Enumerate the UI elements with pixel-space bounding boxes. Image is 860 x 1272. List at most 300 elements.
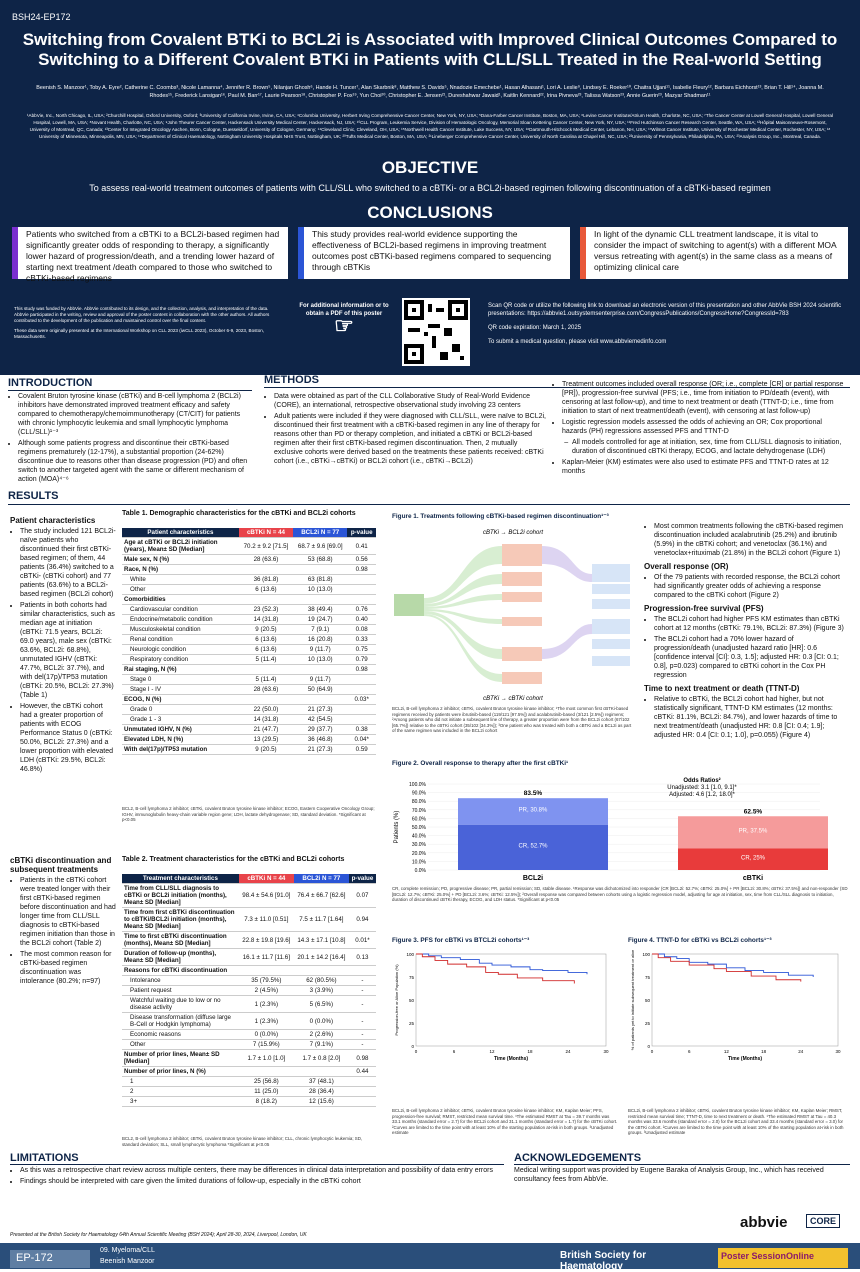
- tick-label: 12: [489, 1049, 495, 1054]
- table-cell: 21 (47.7): [239, 725, 293, 735]
- bcl2i-curve: [416, 954, 587, 974]
- table-cell: 35 (79.5%): [239, 976, 294, 986]
- patient-characteristics: Patient characteristics • The study included 121 BCL2i-naïve patients who discontinued their first cBTKi-based regimen; of them, 44 patients (36.4%) switched to a cBTKi- (cBTKi cohort) and 77 patients (63.6%) to a BCL2i-based regimen (BCL2i cohort) • Patients in both cohorts had similar characteristics, such as median age at initiation (cBTKi: 71.5 years, BCL2i: 69.0 years), male sex (cBTKi: 63.6%, BCL2i: 68.8%), unmutated IGHV (cBTKi: 47.7%, BCL2i: 37.7%), and with del(17p)/TP53 mutation (cBTKi: 20.5%, BCL2i: 27.3%) (Table 1) • However, the cBTKi cohort had a greater proportion of patients with ECOG Performance Status 0 (cBTKi: 50.0%, BCL2i: 27.3%) and a lower proportion with elevated LDH (cBTKi: 29.5%, BCL2i: 46.8%): [10, 512, 116, 776]
- table-cell: 20.1 ± 14.2 [16.4]: [294, 949, 349, 966]
- table-cell: Comorbidities: [122, 595, 239, 605]
- table-cell: [347, 705, 376, 715]
- x-axis-label: Time (Months): [727, 1056, 763, 1062]
- conclusion-box-1: [12, 227, 288, 283]
- category-label: cBTKi: [742, 875, 764, 882]
- bar-label: PR, 30.8%: [518, 807, 548, 814]
- table-row: [122, 655, 376, 665]
- table-cell: Unmutated IGHV, N (%): [122, 725, 239, 735]
- table-row: [122, 725, 376, 735]
- tick-label: 80.0%: [411, 799, 426, 806]
- tick-label: 70.0%: [411, 807, 426, 814]
- table-cell: 0.07: [349, 884, 376, 908]
- table-row: [122, 1097, 376, 1107]
- tick-label: 0: [411, 1044, 414, 1049]
- table2-footnote: BCL2, B-cell lymphoma 2 inhibitor; cBTKi, covalent Bruton tyrosine kinase inhibitor; CLL, chronic lymphocytic leukemia; SD, standard deviation; SLL, small lymphocytic lymphoma *Significant at p<0.05: [122, 1136, 363, 1147]
- fig2-caption: Figure 2. Overall response to therapy after the first cBTKi¹: [392, 760, 569, 767]
- table-row: [122, 745, 376, 755]
- ack-text: Medical writing support was provided by Eugene Baraka of Analysis Group, Inc., which has received consultancy fees from AbbVie.: [514, 1167, 824, 1183]
- table-cell: 7 (9.1): [293, 625, 347, 635]
- figure3-km-plot: [392, 948, 618, 1066]
- table-cell: 12 (15.6): [294, 1097, 349, 1107]
- conclusion-text-3: In light of the dynamic CLL treatment landscape, it is vital to consider the impact of switching to agent(s) with a different MOA versus retreating with agent(s) in the same class as a means of optimizing clinical care: [594, 229, 837, 272]
- table-cell: 28 (36.4): [294, 1087, 349, 1097]
- x-axis-label: Time (Months): [493, 1056, 529, 1062]
- table-cell: Other: [122, 585, 239, 595]
- table-cell: [349, 1097, 376, 1107]
- poster-session-online-logo[interactable]: Poster SessionOnline: [718, 1248, 848, 1268]
- limitations-text: • As this was a retrospective chart review across multiple centers, there may be differences in clinical data interpretation and possibility of data entry errors • Findings should be interpreted with care given the limited durations of follow-up, especially in the cBTKi cohort: [10, 1166, 504, 1188]
- table-cell: [347, 685, 376, 695]
- table-cell: With del(17p)/TP53 mutation: [122, 745, 239, 755]
- table-cell: 50 (64.9): [293, 685, 347, 695]
- table-header: p-value: [347, 528, 376, 538]
- fig1-caption: Figure 1. Treatments following cBTKi-based regimen discontinuation¹⁻³: [392, 513, 609, 520]
- table-cell: 3+: [122, 1097, 239, 1107]
- table-row: [122, 1087, 376, 1097]
- poster-code: BSH24-EP172: [12, 12, 71, 22]
- table-cell: Age at cBTKi or BCL2i initiation (years), Mean± SD [Median]: [122, 538, 239, 555]
- tick-label: 30: [603, 1049, 609, 1054]
- table-cell: 7.5 ± 11.7 [1.64]: [294, 908, 349, 932]
- table-cell: 9 (11.7): [293, 675, 347, 685]
- table-cell: 1 (2.3%): [239, 1013, 294, 1030]
- table-cell: 1.7 ± 0.8 [2.0]: [294, 1050, 349, 1067]
- table-row: [122, 615, 376, 625]
- table-cell: Time to first cBTKi discontinuation (months), Mean± SD [Median]: [122, 932, 239, 949]
- table-cell: [293, 595, 347, 605]
- tick-label: 75: [644, 975, 650, 980]
- table-header: Treatment characteristics: [122, 874, 239, 884]
- table-cell: Stage I - IV: [122, 685, 239, 695]
- table-cell: Watchful waiting due to low or no disease activity: [122, 996, 239, 1013]
- table-cell: Time from CLL/SLL diagnosis to cBTKi or BCL2i initiation (months), Mean± SD [Median]: [122, 884, 239, 908]
- tick-label: 0: [650, 1049, 654, 1054]
- table-cell: 9 (20.5): [239, 625, 293, 635]
- table-cell: 0.40: [347, 615, 376, 625]
- odds-ratio-annotation: Adjusted: 4.6 [1.2, 18.0]*: [669, 792, 735, 798]
- table-cell: [347, 575, 376, 585]
- tick-label: 12: [723, 1049, 729, 1054]
- bcl2i-curve: [652, 954, 813, 977]
- table-cell: [239, 695, 293, 705]
- tick-label: 0.0%: [414, 868, 426, 874]
- tick-label: 100: [642, 952, 650, 957]
- fig1-top-label: cBTKi → BCL2i cohort: [482, 530, 544, 536]
- table-cell: Reasons for cBTKi discontinuation: [122, 966, 239, 976]
- table-row: [122, 585, 376, 595]
- category-label: BCL2i: [522, 875, 544, 882]
- table-cell: -: [349, 996, 376, 1013]
- table-cell: Number of prior lines, N (%): [122, 1067, 239, 1077]
- tick-label: 18: [761, 1049, 767, 1054]
- table1-caption: Table 1. Demographic characteristics for the cBTKi and BCL2i cohorts: [122, 510, 356, 517]
- table-cell: 6 (13.6): [239, 635, 293, 645]
- table-row: [122, 735, 376, 745]
- tick-label: 50: [408, 998, 414, 1003]
- table-header: p-value: [349, 874, 376, 884]
- table-cell: Male sex, N (%): [122, 555, 239, 565]
- divider: [8, 390, 252, 391]
- divider: [10, 1164, 504, 1165]
- table2-caption: Table 2. Treatment characteristics for the cBTKi and BCL2i cohorts: [122, 856, 345, 863]
- table-cell: 0.01*: [349, 932, 376, 949]
- y-axis-label: % of patients yet to initiate subsequent treatment or alive: [630, 949, 635, 1051]
- table-cell: Elevated LDH, N (%): [122, 735, 239, 745]
- figure2-chart: [392, 776, 850, 884]
- tick-label: 50: [644, 998, 650, 1003]
- table-cell: [349, 1077, 376, 1087]
- qr-code[interactable]: [402, 298, 470, 366]
- odds-ratio-annotation: Unadjusted: 3.1 [1.0, 9.1]*: [667, 785, 737, 791]
- tick-label: 0: [647, 1044, 650, 1049]
- tick-label: 6: [452, 1049, 456, 1054]
- table-cell: 14 (31.8): [239, 715, 293, 725]
- table-cell: 5 (6.5%): [294, 996, 349, 1013]
- odds-ratio-annotation: Odds Ratios²: [683, 778, 721, 784]
- table-cell: 21 (27.3): [293, 705, 347, 715]
- divider: [8, 504, 850, 505]
- poster-number: EP-172: [10, 1250, 90, 1268]
- tick-label: 100.0%: [409, 782, 426, 788]
- tick-label: 24: [798, 1049, 804, 1054]
- table-cell: Grade 0: [122, 705, 239, 715]
- info-text: For additional information or to obtain a PDF of this poster ☞: [296, 302, 392, 330]
- tick-label: 50.0%: [411, 825, 426, 831]
- table-cell: 0.98: [347, 565, 376, 575]
- table-cell: 3 (3.9%): [294, 986, 349, 996]
- table-row: [122, 645, 376, 655]
- table-cell: [239, 1067, 294, 1077]
- table-cell: 2 (4.5%): [239, 986, 294, 996]
- methods-col1: • Data were obtained as part of the CLL Collaborative Study of Real-World Evidence (CORE), an international, retrospective observational study involving 23 centers • Adult patients were included if they were diagnosed with CLL/SLL, were naïve to BCL2i, discontinued their first treatment with a cBTKi-based regimen in any line of therapy for reasons other than PD or therapy completion, and initiated a cBTKi or BCL2i-based regimen after their first cBTKi-based regimen discontinuation. Then, 2 mutually exclusive cohorts were derived based on the treatments these patients received: cBTKi cohort (i.e., cBTKi→cBTKi) or BCL2i cohort (i.e., cBTKi→BCL2i): [264, 392, 548, 468]
- table-cell: 25 (56.8): [239, 1077, 294, 1087]
- table-cell: Race, N (%): [122, 565, 239, 575]
- table-cell: 16.1 ± 11.7 [11.6]: [239, 949, 294, 966]
- table-cell: 7 (9.1%): [294, 1040, 349, 1050]
- table-cell: 22.8 ± 19.8 [19.6]: [239, 932, 294, 949]
- objective-text: To assess real-world treatment outcomes of patients with CLL/SLL who switched to a cBTKi- or a BCL2i-based regimen following discontinuation of a cBTKi-based regimen: [89, 183, 771, 193]
- table-cell: 2 (2.6%): [294, 1030, 349, 1040]
- table-cell: -: [349, 1040, 376, 1050]
- table-row: [122, 665, 376, 675]
- table-cell: [293, 665, 347, 675]
- intro-text: • Covalent Bruton tyrosine kinase (cBTKi) and B-cell lymphoma 2 (BCL2i) inhibitors have demonstrated improved treatment efficacy and safety compared to chemotherapy/chemoimmunotherapy (CT/CIT) for patients with chronic lymphocytic leukemia and small lymphocytic lymphoma (CLL/SLL)¹⁻³ • Although some patients progress and discontinue their cBTKi-based regimens prematurely (12-17%), a substantial proportion (24-62%) discontinue due to reasons other than disease progression (PD) and often switch to another targeted agent with the same or different mechanism of action (MOA)⁴⁻⁶: [8, 392, 254, 486]
- table-cell: [239, 665, 293, 675]
- table-cell: 0.44: [349, 1067, 376, 1077]
- table-cell: 0.38: [347, 725, 376, 735]
- table-cell: 29 (37.7): [293, 725, 347, 735]
- table-cell: Patient request: [122, 986, 239, 996]
- table-cell: 0.08: [347, 625, 376, 635]
- table-cell: 76.4 ± 66.7 [62.6]: [294, 884, 349, 908]
- core-logo: CORE: [806, 1214, 840, 1228]
- table-cell: Respiratory condition: [122, 655, 239, 665]
- table-row: [122, 538, 376, 555]
- table-cell: [239, 565, 293, 575]
- table-cell: [293, 565, 347, 575]
- fig3-footnote: BCL2i, B-cell lymphoma 2 inhibitor; cBTKi, covalent Bruton tyrosine kinase inhibitor; KM, Kaplan Meier; PFS, progression-free survival; RMST, restricted mean survival time. ¹The estimated RMST at Tau = 39.7 months was 33.1 months (standard error = 2.7) for the BCL2i cohort and 31.1 months (standard error = 1.7) for the cBTKi cohort. ²Curves are limited to the time point with at least 10% of the starting population at-risk in both groups. ³Unadjusted estimate: [392, 1108, 618, 1135]
- tick-label: 0: [414, 1049, 418, 1054]
- table-cell: Endocrine/metabolic condition: [122, 615, 239, 625]
- table1: [122, 528, 376, 755]
- table-cell: 0.33: [347, 635, 376, 645]
- fig1-bottom-label: cBTKi → cBTKi cohort: [483, 696, 543, 702]
- table-cell: 19 (24.7): [293, 615, 347, 625]
- table-cell: 10 (13.0): [293, 585, 347, 595]
- table-cell: 7 (15.9%): [239, 1040, 294, 1050]
- table-cell: 63 (81.8): [293, 575, 347, 585]
- methods-heading: METHODS: [264, 374, 319, 386]
- table-cell: Neurologic condition: [122, 645, 239, 655]
- table-cell: 5 (11.4): [239, 675, 293, 685]
- table-cell: [347, 675, 376, 685]
- table-row: [122, 986, 376, 996]
- tick-label: 100: [406, 952, 414, 957]
- conclusion-box-2: [298, 227, 570, 279]
- y-axis-label: Progression-free or Alive Population (%): [394, 964, 399, 1036]
- table-row: [122, 705, 376, 715]
- table-cell: 62 (80.5%): [294, 976, 349, 986]
- tick-label: 30.0%: [411, 842, 426, 849]
- table-header: cBTKi N = 44: [239, 874, 294, 884]
- table-cell: 14.3 ± 17.1 [10.8]: [294, 932, 349, 949]
- tick-label: 40.0%: [411, 833, 426, 840]
- table1-footnote: BCL2, B-cell lymphoma 2 inhibitor; cBTKi, covalent Bruton tyrosine kinase inhibitor; ECOG, Eastern Cooperative Oncology Group; IGHV, immunoglobulin heavy-chain variable region gene; LDH, lactate dehydrogenase; SD, standard deviation. *Significant at p<0.05: [122, 806, 375, 822]
- tick-label: 18: [527, 1049, 533, 1054]
- table-row: [122, 595, 376, 605]
- table-cell: 9 (11.7): [293, 645, 347, 655]
- table-cell: 68.7 ± 9.6 [69.0]: [293, 538, 347, 555]
- table-cell: 0.59: [347, 745, 376, 755]
- table-cell: [347, 585, 376, 595]
- conclusion-box-3: [580, 227, 848, 279]
- table-cell: ECOG, N (%): [122, 695, 239, 705]
- table-cell: Number of prior lines, Mean± SD [Median]: [122, 1050, 239, 1067]
- table-cell: Cardiovascular condition: [122, 605, 239, 615]
- table-row: [122, 1067, 376, 1077]
- table-row: [122, 575, 376, 585]
- table-cell: 6 (13.6): [239, 585, 293, 595]
- fig4-footnote: BCL2i, B-cell lymphoma 2 inhibitor; cBTKi, covalent Bruton tyrosine kinase inhibitor; KM, Kaplan Meier; RMST, restricted mean survival time; TTNT-D, time to next treatment or death. ¹The estimated RMST at Tau = 40.3 months was 33.6 months (standard error = 2.0) for the BCL2i cohort and 33.4 months (standard error = 3.0) for the cBTKi cohort. ²Curves are limited to the time point with at least 10% of the starting population at-risk in both groups. ³Unadjusted estimate: [628, 1108, 844, 1135]
- table-header: BCL2i N = 77: [294, 874, 349, 884]
- fig2-footnote: CR, complete remission; PD, progressive disease; PR, partial remission; SD, stable disease. ¹Response was dichotomized into responder (CR [BCL2i: 52.7%; cBTKi: 25.0%] + PR [BCL2i: 30.8%; cBTKi: 37.5%]) and non-responder (SD [BCL2i: 12.7%; cBTKi: 25.0%] + PD [BCL2i: 3.6%; cBTKi: 12.5%]); ²Overall response was compared between cohorts using a logistic regression model, adjusting for age at initiation, sex, time from CLL/SLL diagnosis to initiation, duration of discontinued cBTKi therapy, ECOG, and LDH status. *Significant at p<0.05: [392, 886, 848, 902]
- table-cell: 1: [122, 1077, 239, 1087]
- y-axis-label: Patients (%): [394, 810, 400, 844]
- table-row: [122, 1013, 376, 1030]
- table-cell: 0 (0.0%): [239, 1030, 294, 1040]
- tick-label: 30: [835, 1049, 841, 1054]
- tick-label: 10.0%: [411, 859, 426, 866]
- table-row: [122, 976, 376, 986]
- table-cell: [239, 966, 294, 976]
- cbtki-curve: [416, 954, 574, 983]
- table-cell: Renal condition: [122, 635, 239, 645]
- total-label: 83.5%: [523, 790, 543, 798]
- table-cell: 6 (13.6): [239, 645, 293, 655]
- figure4-km-plot: [628, 948, 850, 1066]
- table-cell: [239, 595, 293, 605]
- table-cell: 42 (54.5): [293, 715, 347, 725]
- table-row: [122, 1040, 376, 1050]
- table-cell: 0.13: [349, 949, 376, 966]
- table-header: Patient characteristics: [122, 528, 239, 538]
- table-cell: Musculoskeletal condition: [122, 625, 239, 635]
- table-cell: 5 (11.4): [239, 655, 293, 665]
- table2: [122, 874, 376, 1107]
- table-row: [122, 932, 376, 949]
- table-cell: 0.79: [347, 655, 376, 665]
- authors: Beenish S. Manzoor¹, Toby A. Eyre², Catherine C. Coombs³, Nicole Lamanna⁴, Jennifer R. Brown⁵, Nilanjan Ghosh⁶, Hande H. Tuncer⁷, Alan Skarbnik⁸, Matthew S. Davids⁵, Nnadozie Emechebe¹, Hasan Alhasani¹, Lori A. Leslie⁹, Lindsey E. Roeker¹⁰, Chaitra Ujjani¹¹, Isabelle Fleury¹², Barbara Eichhorst¹³, Brian T. Hill¹⁴, Joanna M. Rhodes¹⁵, Frederick Lansigan¹⁶, Paul M. Barr¹⁷, Laurie Pearson¹⁸, Christopher P. Fox¹⁹, Yun Choi²⁰, Christopher E. Jensen²¹, Dureshahwar Jawaid¹, Kaitlin Kennard²², Irina Pivneva²³, Talissa Watson²³, Annie Guerin²³, Mazyar Shadman¹¹: [36, 85, 824, 99]
- table-cell: [293, 695, 347, 705]
- figure1-sankey: [392, 524, 634, 704]
- table-cell: [347, 595, 376, 605]
- header-banner: [0, 0, 860, 375]
- methods-col2: • Treatment outcomes included overall response (OR; i.e., complete [CR] or partial response [PR]), progression-free survival (PFS; i.e., time from initiation to PD/death (event), with censoring at last follow-up), and time to next treatment or death (TTNT-D; i.e., time from initiation to start of next treatment/death (event), with censoring at last follow-up) • Logistic regression models assessed the odds of achieving an OR; Cox proportional hazards (PH) regressions assessed PFS and TTNT-D – All models controlled for age at initiation, sex, time from CLL/SLL diagnosis to initiation, duration of discontinued cBTKi therapy, ECOG, and lactate dehydrogenase (LDH) • Kaplan-Meier (KM) estimates were also used to estimate PFS and TTNT-D rates at 12 months: [552, 380, 848, 478]
- tick-label: 25: [408, 1021, 414, 1026]
- table-cell: 14 (31.8): [239, 615, 293, 625]
- bar-label: CR, 25%: [740, 855, 766, 862]
- limitations-heading: LIMITATIONS: [10, 1152, 79, 1164]
- table-cell: Time from first cBTKi discontinuation to cBTKi/BCL2i initiation (months), Mean± SD [Median]: [122, 908, 239, 932]
- table-cell: 13 (29.5): [239, 735, 293, 745]
- table-cell: -: [349, 976, 376, 986]
- fig4-caption: Figure 4. TTNT-D for cBTKi vs BCL2i cohorts¹⁻³: [628, 937, 772, 944]
- table-cell: 8 (18.2): [239, 1097, 294, 1107]
- table-cell: [349, 966, 376, 976]
- table-cell: [347, 715, 376, 725]
- pointer-icon: ☞: [334, 313, 354, 338]
- table-cell: 36 (46.8): [293, 735, 347, 745]
- table-cell: 28 (63.6): [239, 685, 293, 695]
- table-row: [122, 996, 376, 1013]
- table-cell: 0.04*: [347, 735, 376, 745]
- table-header: cBTKi N = 44: [239, 528, 293, 538]
- table-cell: 11 (25.0): [239, 1087, 294, 1097]
- table-row: [122, 635, 376, 645]
- presented-note: Presented at the British Society for Haematology 64th Annual Scientific Meeting (BSH 2024); April 28-30, 2024, Liverpool, London, UK: [10, 1232, 307, 1238]
- table-cell: 0.98: [349, 1050, 376, 1067]
- bar-label: CR, 52.7%: [518, 843, 548, 850]
- abbvie-logo: abbvie: [740, 1214, 788, 1231]
- tick-label: 20.0%: [411, 850, 426, 857]
- table-cell: 70.2 ± 9.2 [71.5]: [239, 538, 293, 555]
- table-row: [122, 1030, 376, 1040]
- table-cell: 38 (49.4): [293, 605, 347, 615]
- table-cell: 1.7 ± 1.0 [1.0]: [239, 1050, 294, 1067]
- table-cell: 37 (48.1): [294, 1077, 349, 1087]
- tick-label: 6: [687, 1049, 691, 1054]
- topic: 09. Myeloma/CLL: [100, 1247, 155, 1254]
- table-cell: 0.56: [347, 555, 376, 565]
- cbtki-discontinuation: cBTKi discontinuation and subsequent treatments • Patients in the cBTKi cohort were treated longer with their first cBTKi-based regimen before discontinuation and had longer time from CLL/SLL diagnosis to cBTKi-based regimen initiation than those in the BCL2i cohort (Table 2) • The most common reason for cBTKi-based regimen discontinuation was intolerance (80.2%; n=97): [10, 852, 116, 988]
- table-cell: 53 (68.8): [293, 555, 347, 565]
- qr-instructions: Scan QR code or utilize the following link to download an electronic version of this presentation and other AbbVie BSH 2024 scientific presentations: https://abbvie1.outsystemsenterprise.com/CongressPublications/CongressHome?CongressId=783 QR code expiration: March 1, 2025 To submit a medical question, please visit www.abbviemedinfo.com: [488, 303, 842, 345]
- table-cell: 36 (81.8): [239, 575, 293, 585]
- table-cell: 7.3 ± 11.0 [0.51]: [239, 908, 294, 932]
- table-cell: 1 (2.3%): [239, 996, 294, 1013]
- table-cell: -: [349, 986, 376, 996]
- table-cell: Other: [122, 1040, 239, 1050]
- table-cell: 10 (13.0): [293, 655, 347, 665]
- table-cell: [294, 1067, 349, 1077]
- table-cell: Stage 0: [122, 675, 239, 685]
- table-row: [122, 685, 376, 695]
- table-row: [122, 884, 376, 908]
- table-row: [122, 695, 376, 705]
- table-cell: Economic reasons: [122, 1030, 239, 1040]
- table-row: [122, 949, 376, 966]
- conclusion-text-1: Patients who switched from a cBTKi to a BCL2i-based regimen had significantly greater odds of responding to therapy, a significantly lower hazard of progression/death, and a trending lower hazard of starting next treatment /death compared to those who switched to cBTKi-based regimens: [26, 229, 280, 283]
- objective-heading: OBJECTIVE: [381, 158, 479, 177]
- table-cell: 0 (0.0%): [294, 1013, 349, 1030]
- table-cell: 0.76: [347, 605, 376, 615]
- fig3-caption: Figure 3. PFS for cBTKi vs BTCL2i cohorts¹⁻³: [392, 937, 530, 944]
- affiliations: ¹AbbVie, Inc., North Chicago, IL, USA; ²Churchill Hospital, Oxford University, Oxford; ³University of California Irvine, Irvine, CA, USA; ⁴Columbia University, Herbert Irving Comprehensive Cancer Center, New York, NY, USA; ⁵Dana-Farber Cancer Institute, Boston, MA, USA; ⁶Levine Cancer Institute/Atrium Health, Charlotte, NC, USA; ⁷The Cancer Center at Lowell General Hospital, Lowell General Hospital, Lowell, MA, USA; ⁸Novant Health, Charlotte, NC, USA; ⁹John Theurer Cancer Center, Hackensack University Medical Center, Hackensack, NJ, USA; ¹⁰CLL Program, Leukemia Service, Division of Hematologic Oncology, Memorial Sloan Kettering Cancer Center, New York, NY, USA; ¹¹Fred Hutchinson Cancer Research Center, Seattle, WA, USA; ¹²Hôpital Maisonneuve-Rosemont, University of Montreal, QC, Canada; ¹³Center for Integrated Oncology Aachen, Bonn, Cologne, Duesseldorf, University of Cologne, Germany; ¹⁴Cleveland Clinic, Cleveland, OH, USA; ¹⁵Northwell Health Cancer Institute, Lake Success, NY, USA; ¹⁶Dartmouth-Hitchcock Medical Center, Lebanon, NH, USA; ¹⁷Wilmot Cancer Institute, University of Rochester Medical Center, Rochester, NY, USA; ¹⁸ University of Minnesota, Minneapolis, MN, USA; ¹⁹Department of Clinical Haematology, Nottingham University Hospitals NHS Trust, Nottingham, UK; ²⁰Tufts Medical Center, Boston, MA, USA; ²¹Lineberger Comprehensive Cancer Center, University of North Carolina at Chapel Hill, NC, USA; ²²University of Pennsylvania, Philadelphia, PA, USA; ²³Analysis Group, Inc., Montreal, Canada.: [27, 113, 833, 139]
- table-cell: [294, 966, 349, 976]
- table-cell: 2: [122, 1087, 239, 1097]
- conclusions-heading: CONCLUSIONS: [367, 203, 493, 222]
- fig1-footnote: BCL2i, B-cell lymphoma 2 inhibitor; cBTKi, covalent Bruton tyrosine kinase inhibitor; ¹The most common first cBTKi-based regimens received by patients were ibrutinib-based (119/121 [97.5%]) and acalabrutinib-based (3/121 [2.5%]) regimens; ²Among patients who did not initiate a subsequent line of therapy, a greater proportion were from the BCL2i cohort (67/102 [65.7%]) relative to the cBTKi cohort (35/102 [34.3%]); ³One patient who was treated with both a cBTKi and a BCL2i as part of the same regimen was included in the BCL2i cohort: [392, 706, 632, 733]
- table-row: [122, 605, 376, 615]
- table-cell: -: [349, 1030, 376, 1040]
- table-row: [122, 908, 376, 932]
- divider: [514, 1164, 850, 1165]
- table-row: [122, 1077, 376, 1087]
- table-row: [122, 715, 376, 725]
- table-cell: 0.41: [347, 538, 376, 555]
- table-cell: Disease transformation (diffuse large B-Cell or Hodgkin lymphoma): [122, 1013, 239, 1030]
- total-label: 62.5%: [743, 808, 763, 816]
- table-row: [122, 966, 376, 976]
- table-cell: Intolerance: [122, 976, 239, 986]
- poster-title: Switching from Covalent BTKi to BCL2i is Associated with Improved Clinical Outcomes Compared to Switching to a Different Covalent BTKi in Patients with CLL/SLL Treated in the Real-world Setting: [22, 30, 838, 69]
- table-cell: 16 (20.8): [293, 635, 347, 645]
- table-cell: [349, 1087, 376, 1097]
- table-row: [122, 1050, 376, 1067]
- ack-heading: ACKNOWLEDGEMENTS: [514, 1152, 642, 1164]
- table-cell: 98.4 ± 54.6 [91.0]: [239, 884, 294, 908]
- table-header: BCL2i N = 77: [293, 528, 347, 538]
- results-heading: RESULTS: [8, 490, 59, 502]
- table-cell: 9 (20.5): [239, 745, 293, 755]
- table-cell: 23 (52.3): [239, 605, 293, 615]
- results-right: • Most common treatments following the cBTKi-based regimen discontinuation included acalabrutinib (25.2%) and ibrutinib (5.9%) in the cBTKi cohort; and venetoclax (36.1%) and venetoclax+rituximab (21.8%) in the BCL2i cohort (Figure 1) Overall response (OR) • Of the 79 patients with recorded response, the BCL2i cohort had significantly greater odds of achieving a response compared to the cBTKi cohort (Figure 2) Progression-free survival (PFS) • The BCL2i cohort had higher PFS KM estimates than cBTKi cohort at 12 months (cBTKi: 79.1%, BCL2i: 87.3%) (Figure 3) • The BCL2i cohort had a 70% lower hazard of progression/death (unadjusted hazard ratio [HR]: 0.6 [confidence interval [CI]: 0.3, 1.5]; adjusted HR: 0.3 [CI: 0.1; 0.8], p=0.023) compared to cBTKi cohort in the Cox PH regression Time to next treatment or death (TTNT-D) • Relative to cBTKi, the BCL2i cohort had higher, but not statistically significant, TTNT-D KM estimates (12 months: cBTKi: 81.1%, BCL2i: 84.7%), and lower hazards of time to next treatment/death (unadjusted HR: 0.8 [CI: 0.4; 1.9]; adjusted HR: 0.4 [CI: 0.1; 1.0], p=0.055) (Figure 4): [644, 522, 850, 742]
- table-cell: Duration of follow-up (months), Mean± SD [Median]: [122, 949, 239, 966]
- table-cell: Grade 1 - 3: [122, 715, 239, 725]
- conclusion-text-2: This study provides real-world evidence supporting the effectiveness of BCL2i-based regimens in improving treatment outcomes post cBTKi-based regimens compared to sequencing through cBTKis: [312, 229, 552, 272]
- table-cell: White: [122, 575, 239, 585]
- intro-heading: INTRODUCTION: [8, 377, 93, 389]
- table-row: [122, 625, 376, 635]
- table-cell: 0.03*: [347, 695, 376, 705]
- tick-label: 24: [565, 1049, 571, 1054]
- table-cell: 28 (63.6): [239, 555, 293, 565]
- tick-label: 90.0%: [411, 790, 426, 797]
- table-cell: Rai staging, N (%): [122, 665, 239, 675]
- tick-label: 25: [644, 1021, 650, 1026]
- table-cell: 22 (50.0): [239, 705, 293, 715]
- table-cell: 0.94: [349, 908, 376, 932]
- presenter: Beenish Manzoor: [100, 1258, 155, 1265]
- table-row: [122, 555, 376, 565]
- bsh-logo: British Society for Haematology: [560, 1250, 647, 1272]
- plot-frame: [416, 954, 606, 1046]
